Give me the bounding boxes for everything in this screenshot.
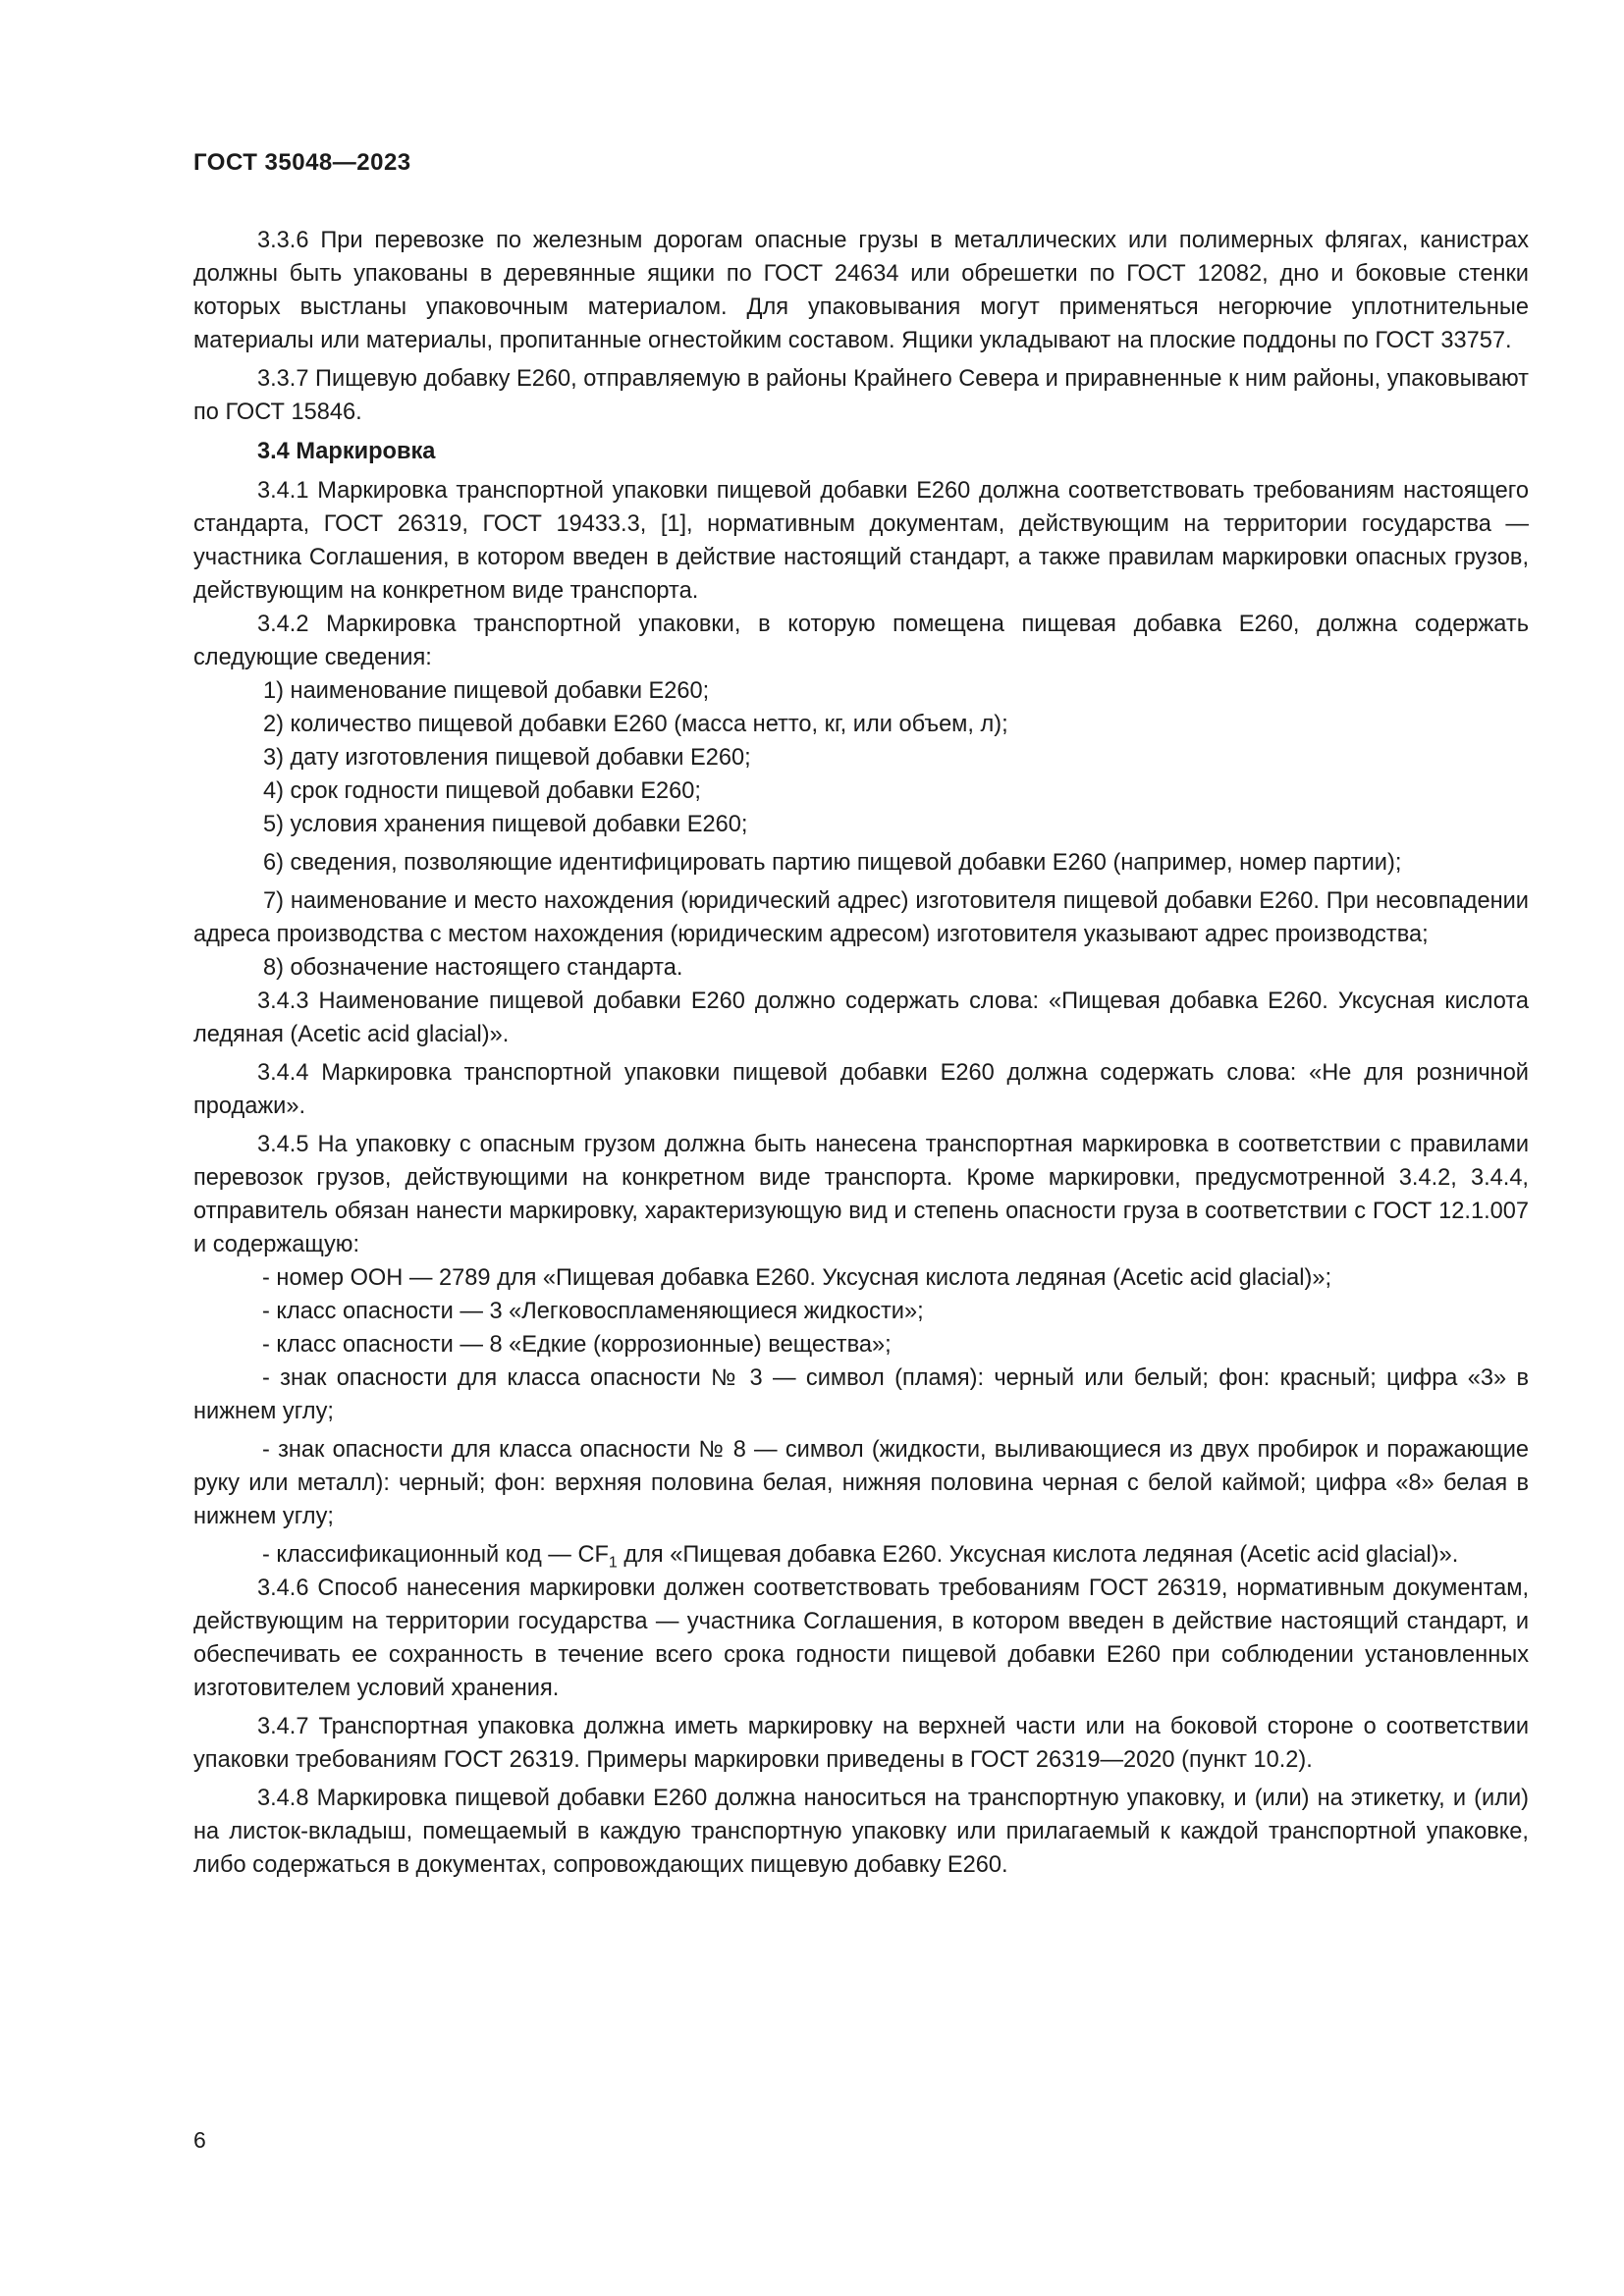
dash-item-2: - класс опасности — 3 «Легковоспламеняющиеся жидкости»;	[262, 1299, 924, 1324]
list-item-3: 3) дату изготовления пищевой добавки Е260;	[263, 745, 751, 771]
list-item-2: 2) количество пищевой добавки Е260 (масса нетто, кг, или объем, л);	[263, 712, 1008, 737]
section-heading-3-4: 3.4 Маркировка	[257, 439, 436, 464]
page-number: 6	[193, 2127, 206, 2153]
paragraph-3-3-7: 3.3.7 Пищевую добавку Е260, отправляемую в районы Крайнего Севера и приравненные к ним районы, упаковывают по ГОСТ 15846.	[193, 366, 1529, 425]
paragraph-3-4-8: 3.4.8 Маркировка пищевой добавки Е260 должна наноситься на транспортную упаковку, и (или) на этикетку, и (или) на листок-вкладыш, помещаемый в каждую транспортную упаковку или прилагаемый к каждой транспортной упаковке, либо содержаться в документах, сопровождающих пищевую добавку Е260.	[193, 1786, 1529, 1878]
dash-item-5: - знак опасности для класса опасности № 8 — символ (жидкости, выливающиеся из двух пробирок и поражающие руку или металл): черный; фон: верхняя половина белая, нижняя половина черная с белой каймой; цифра «8» белая в нижнем углу;	[193, 1437, 1529, 1529]
paragraph-3-4-6: 3.4.6 Способ нанесения маркировки должен соответствовать требованиям ГОСТ 26319, нормативным документам, действующим на территории государства — участника Соглашения, в котором введен в действие настоящий стандарт, и обеспечивать ее сохранность в течение всего срока годности пищевой добавки Е260 при соблюдении установленных изготовителем условий хранения.	[193, 1575, 1529, 1701]
paragraph-3-4-5: 3.4.5 На упаковку с опасным грузом должна быть нанесена транспортная маркировка в соответствии с правилами перевозок грузов, действующими на конкретном виде транспорта. Кроме маркировки, предусмотренной 3.4.2, 3.4.4, отправитель обязан нанести маркировку, характеризующую вид и степень опасности груза в соответствии с ГОСТ 12.1.007 и содержащую:	[193, 1132, 1529, 1257]
paragraph-3-4-7: 3.4.7 Транспортная упаковка должна иметь маркировку на верхней части или на боковой стороне о соответствии упаковки требованиям ГОСТ 26319. Примеры маркировки приведены в ГОСТ 26319—2020 (пункт 10.2).	[193, 1714, 1529, 1773]
dash-item-1: - номер ООН — 2789 для «Пищевая добавка Е260. Уксусная кислота ледяная (Acetic acid glacial)»;	[262, 1265, 1332, 1291]
list-item-1: 1) наименование пищевой добавки Е260;	[263, 678, 710, 704]
dash-item-6-text-end: для «Пищевая добавка Е260. Уксусная кислота ледяная (Acetic acid glacial)».	[617, 1542, 1459, 1568]
list-item-8: 8) обозначение настоящего стандарта.	[263, 955, 683, 981]
dash-item-3: - класс опасности — 8 «Едкие (коррозионные) вещества»;	[262, 1332, 892, 1358]
paragraph-3-4-3: 3.4.3 Наименование пищевой добавки Е260 должно содержать слова: «Пищевая добавка Е260. Уксусная кислота ледяная (Acetic acid glacial)».	[193, 988, 1529, 1047]
dash-item-6	[193, 1538, 1529, 1572]
dash-item-4: - знак опасности для класса опасности № 3 — символ (пламя): черный или белый; фон: красный; цифра «3» в нижнем углу;	[193, 1365, 1529, 1424]
dash-item-6-text-start: - классификационный код — CF	[262, 1542, 609, 1568]
paragraph-3-4-4: 3.4.4 Маркировка транспортной упаковки пищевой добавки Е260 должна содержать слова: «Не для розничной продажи».	[193, 1060, 1529, 1119]
document-header: ГОСТ 35048—2023	[193, 149, 411, 176]
paragraph-3-3-6: 3.3.6 При перевозке по железным дорогам опасные грузы в металлических или полимерных флягах, канистрах должны быть упакованы в деревянные ящики по ГОСТ 24634 или обрешетки по ГОСТ 12082, дно и боковые стенки которых выстланы упаковочным материалом. Для упаковывания могут применяться негорючие уплотнительные материалы или материалы, пропитанные огнестойким составом. Ящики укладывают на плоские поддоны по ГОСТ 33757.	[193, 228, 1529, 353]
paragraph-3-4-1: 3.4.1 Маркировка транспортной упаковки пищевой добавки Е260 должна соответствовать требованиям настоящего стандарта, ГОСТ 26319, ГОСТ 19433.3, [1], нормативным документам, действующим на территории государства — участника Соглашения, в котором введен в действие настоящий стандарт, а также правилам маркировки опасных грузов, действующим на конкретном виде транспорта.	[193, 478, 1529, 604]
list-item-4: 4) срок годности пищевой добавки Е260;	[263, 778, 701, 804]
document-body	[193, 224, 1529, 1882]
dash-item-6-subscript: 1	[608, 1554, 618, 1572]
list-item-7: 7) наименование и место нахождения (юридический адрес) изготовителя пищевой добавки Е260. При несовпадении адреса производства с местом нахождения (юридическим адресом) изготовителя указывают адрес производства;	[193, 888, 1529, 947]
paragraph-3-4-2: 3.4.2 Маркировка транспортной упаковки, в которую помещена пищевая добавка Е260, должна содержать следующие сведения:	[193, 612, 1529, 670]
list-item-6: 6) сведения, позволяющие идентифицировать партию пищевой добавки Е260 (например, номер партии);	[263, 850, 1402, 876]
list-item-5: 5) условия хранения пищевой добавки Е260;	[263, 812, 748, 837]
